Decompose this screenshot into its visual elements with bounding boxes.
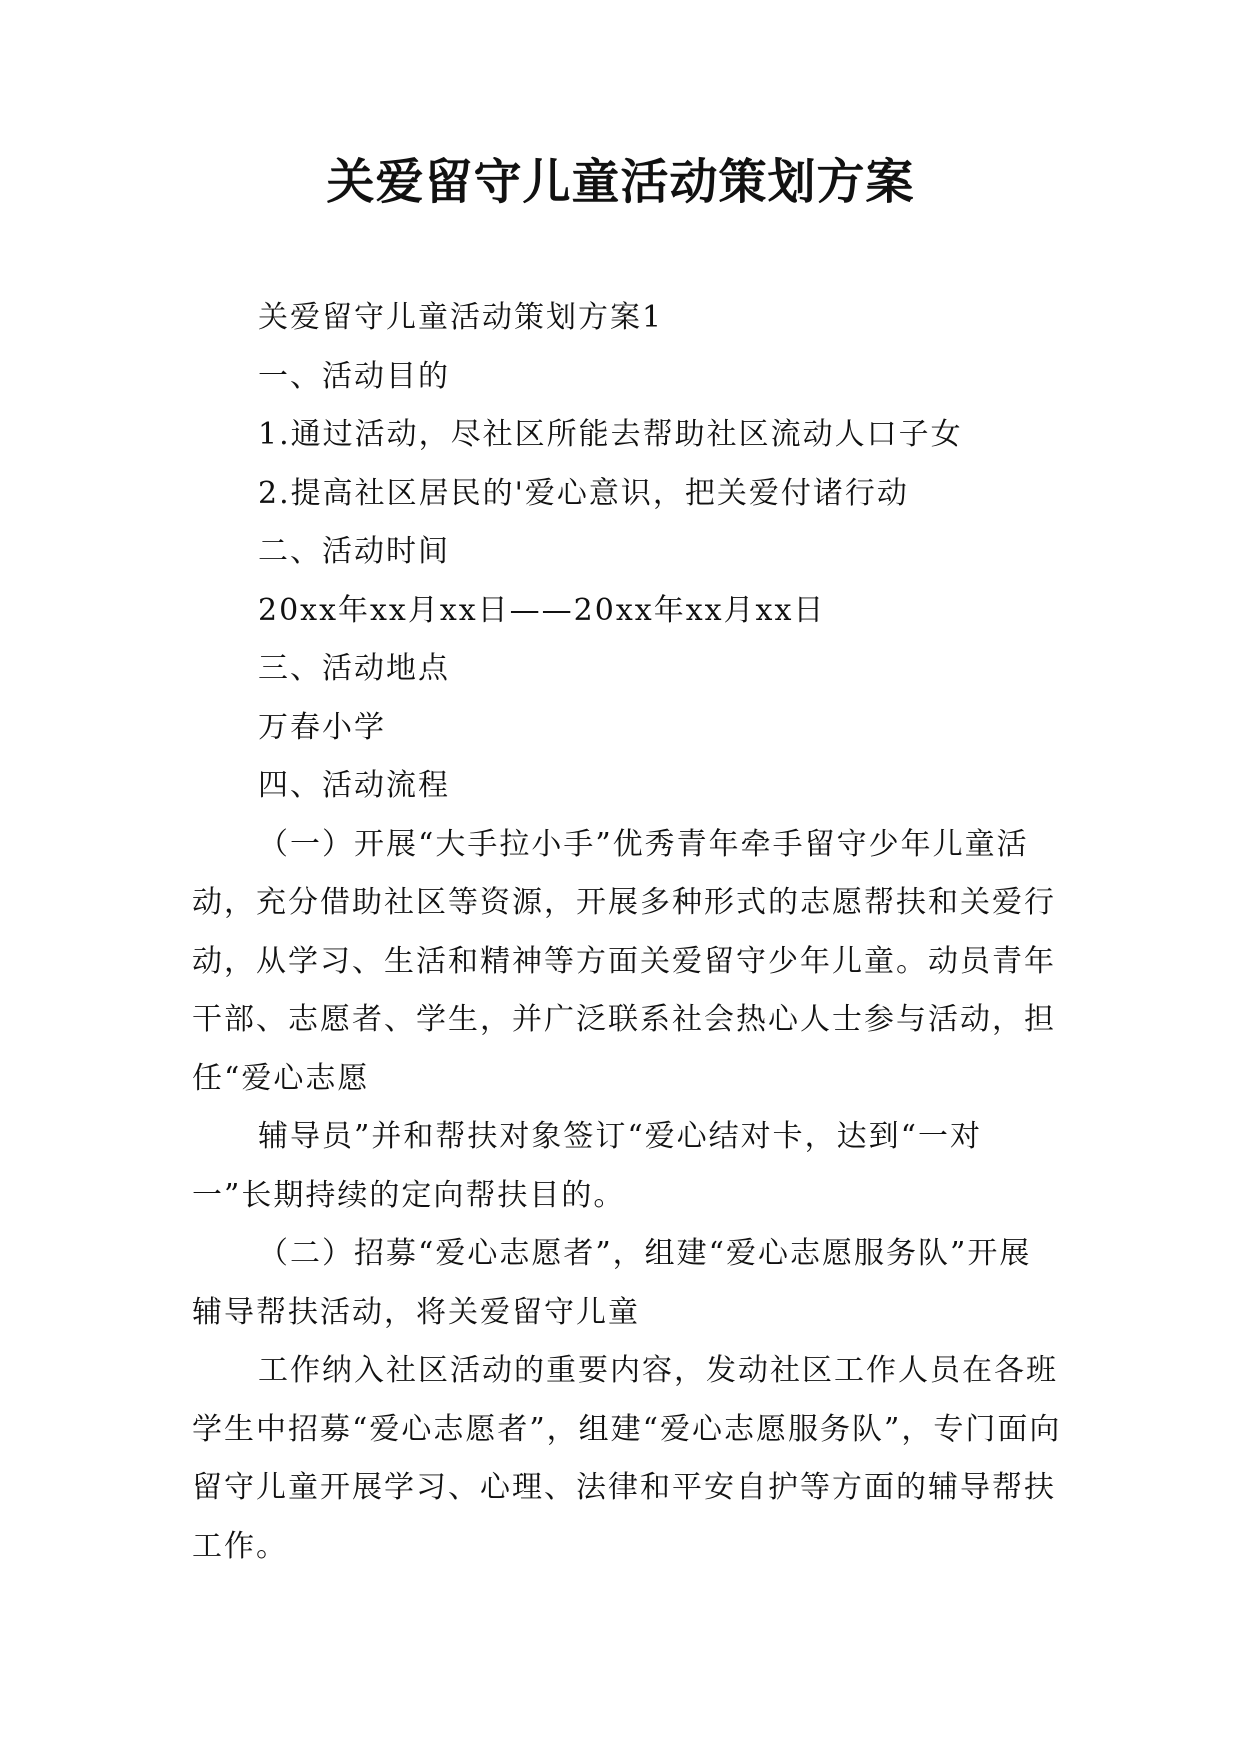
document-title: 关爱留守儿童活动策划方案: [326, 154, 915, 210]
process-paragraph-2: （二）招募“爱心志愿者”，组建“爱心志愿服务队”开展辅导帮扶活动，将关爱留守儿童: [192, 1236, 1032, 1330]
document-body: [192, 289, 1062, 1576]
purpose-item-1: 1.通过活动，尽社区所能去帮助社区流动人口子女: [258, 417, 963, 452]
heading-activity-location: 三、活动地点: [258, 651, 450, 686]
purpose-item-2: 2.提高社区居民的'爱心意识，把关爱付诸行动: [258, 475, 909, 511]
process-paragraph-1: （一）开展“大手拉小手”优秀青年牵手留守少年儿童活动，充分借助社区等资源，开展多种形式的志愿帮扶和关爱行动，从学习、生活和精神等方面关爱留守少年儿童。动员青年干部、志愿者、学生，并广泛联系社会热心人士参与活动，担任“爱心志愿: [192, 826, 1056, 1096]
process-paragraph-2-continued: 工作纳入社区活动的重要内容，发动社区工作人员在各班学生中招募“爱心志愿者”，组建“爱心志愿服务队”，专门面向留守儿童开展学习、心理、法律和平安自护等方面的辅导帮扶工作。: [192, 1353, 1062, 1564]
process-paragraph-1-continued: 辅导员”并和帮扶对象签订“爱心结对卡，达到“一对一”长期持续的定向帮扶目的。: [192, 1119, 983, 1213]
activity-location-value: 万春小学: [258, 709, 386, 745]
heading-activity-time: 二、活动时间: [258, 534, 450, 569]
section-heading-plan: 关爱留守儿童活动策划方案1: [258, 300, 664, 335]
activity-time-value: 20xx年xx月xx日——20xx年xx月xx日: [258, 592, 826, 628]
heading-activity-process: 四、活动流程: [258, 768, 450, 803]
heading-activity-purpose: 一、活动目的: [258, 358, 450, 394]
